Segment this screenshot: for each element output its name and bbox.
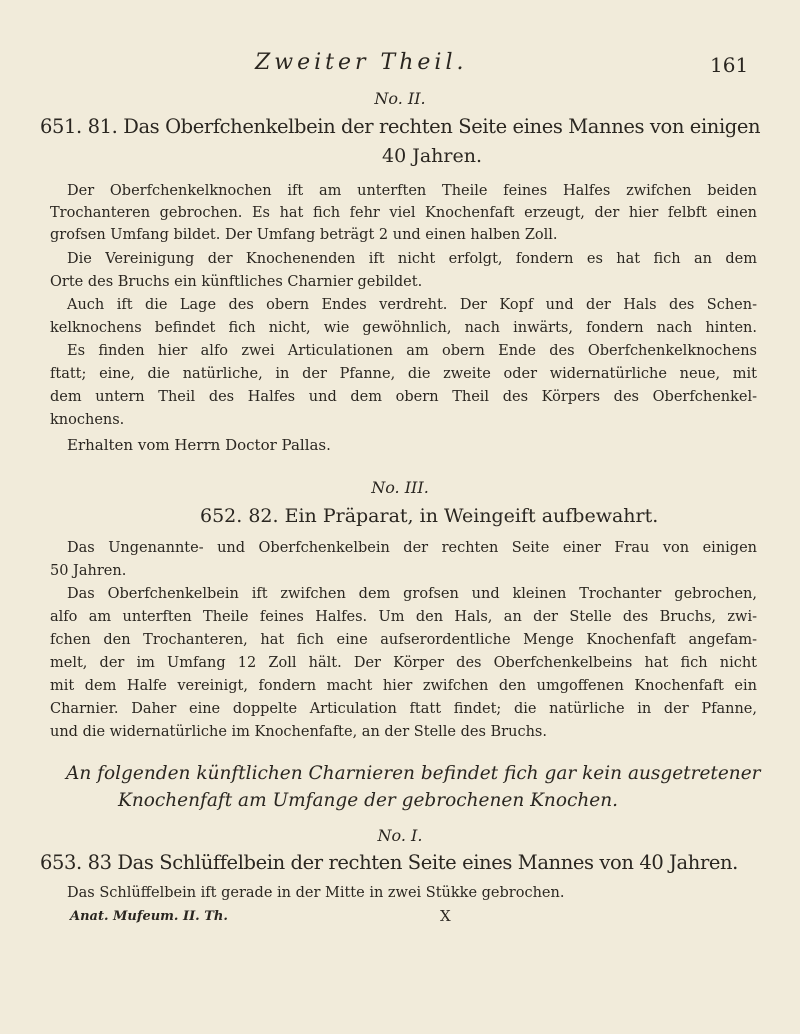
section-number: No. II. <box>374 89 426 108</box>
text-line: Erhalten vom Herrn Doctor Pallas. <box>67 436 331 454</box>
text-line: alfo am unterften Theile feines Halfes. Um den Hals, an der Stelle des Bruchs, zwi- <box>50 609 757 625</box>
text-line: knochens. <box>50 412 125 428</box>
page-number: 161 <box>710 53 749 77</box>
entry-heading: 653. 83 Das Schlüffelbein der rechten Seite eines Mannes von 40 Jahren. <box>40 851 738 874</box>
text-line: Trochanteren gebrochen. Es hat fich fehr viel Knochenfaft erzeugt, der hier felbft einen <box>50 205 757 221</box>
sheet-mark: X <box>440 907 451 925</box>
text-line: grofsen Umfang bildet. Der Umfang beträgt 2 und einen halben Zoll. <box>50 227 558 243</box>
entry-heading: 652. 82. Ein Präparat, in Weingeift aufbewahrt. <box>200 505 659 527</box>
italic-heading-continued: Knochenfaft am Umfange der gebrochenen Knochen. <box>118 790 619 811</box>
text-line: Orte des Bruchs ein künftliches Charnier gebildet. <box>50 274 423 290</box>
text-line: Auch ift die Lage des obern Endes verdreht. Der Kopf und der Hals des Schen- <box>67 297 757 313</box>
text-line: ftatt; eine, die natürliche, in der Pfanne, die zweite oder widernatürliche neue, mit <box>50 366 757 382</box>
text-line: Die Vereinigung der Knochenenden ift nicht erfolgt, fondern es hat fich an dem <box>67 251 757 267</box>
text-line: Das Oberfchenkelbein ift zwifchen dem grofsen und kleinen Trochanter gebrochen, <box>67 586 757 602</box>
text-line: mit dem Halfe vereinigt, fondern macht hier zwifchen den umgoffenen Knochenfaft ein <box>50 678 757 694</box>
text-line: Der Oberfchenkelknochen ift am unterften Theile feines Halfes zwifchen beiden <box>67 183 757 199</box>
signature-line: Anat. Mufeum. II. Th. <box>70 909 228 924</box>
italic-heading: An folgenden künftlichen Charnieren befindet fich gar kein ausgetretener <box>66 763 761 784</box>
text-line: Das Ungenannte- und Oberfchenkelbein der rechten Seite einer Frau von einigen <box>67 540 757 556</box>
text-line: kelknochens befindet fich nicht, wie gewöhnlich, nach inwärts, fondern nach hinten. <box>50 320 757 336</box>
entry-heading: 651. 81. Das Oberfchenkelbein der rechten Seite eines Mannes von einigen <box>40 115 761 138</box>
running-title: Zweiter Theil. <box>255 50 468 75</box>
text-line: und die widernatürliche im Knochenfafte, an der Stelle des Bruchs. <box>50 724 547 740</box>
text-line: fchen den Trochanteren, hat fich eine aufserordentliche Menge Knochenfaft angefam- <box>50 632 757 648</box>
text-line: dem untern Theil des Halfes und dem obern Theil des Körpers des Oberfchenkel- <box>50 389 757 405</box>
section-number: No. I. <box>377 826 423 845</box>
text-line: Charnier. Daher eine doppelte Articulation ftatt findet; die natürliche in der Pfanne, <box>50 701 757 717</box>
text-line: 50 Jahren. <box>50 563 127 579</box>
entry-heading-continued: 40 Jahren. <box>382 145 483 167</box>
text-line: Das Schlüffelbein ift gerade in der Mitte in zwei Stükke gebrochen. <box>67 885 565 901</box>
text-line: Es finden hier alfo zwei Articulationen am obern Ende des Oberfchenkelknochens <box>67 343 757 359</box>
text-line: melt, der im Umfang 12 Zoll hält. Der Körper des Oberfchenkelbeins hat fich nicht <box>50 655 757 671</box>
section-number: No. III. <box>371 478 429 497</box>
